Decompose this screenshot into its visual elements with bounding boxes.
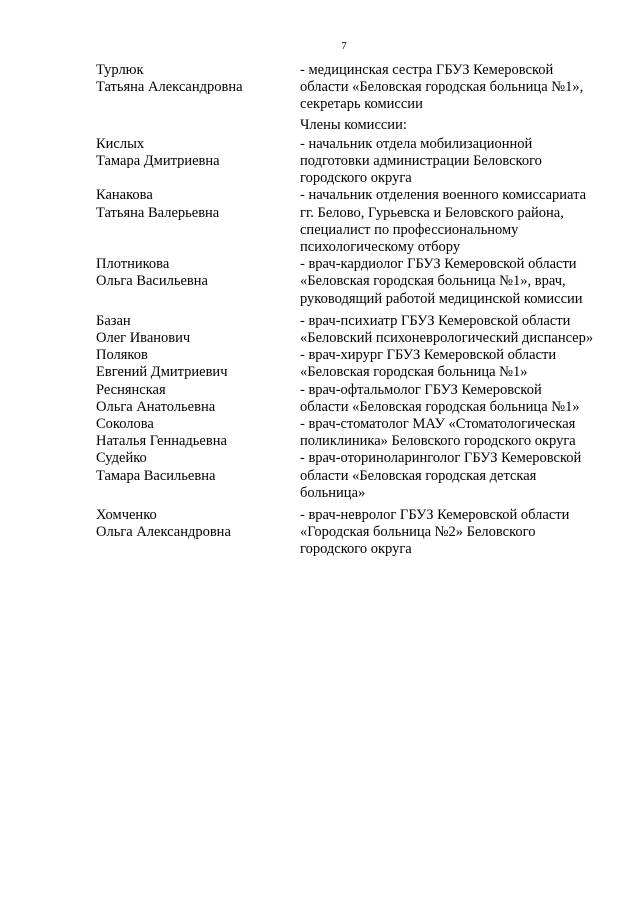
- member-position-line: «Беловская городская больница №1», врач,: [300, 273, 566, 290]
- secretary-name: [96, 62, 300, 114]
- member-position-line: больница»: [300, 484, 366, 501]
- member-position-line: «Городская больница №2» Беловского: [300, 524, 536, 541]
- member-position: [300, 382, 616, 416]
- secretary-given-names: Татьяна Александровна: [96, 79, 243, 96]
- member-position-line: психологическому отбору: [300, 239, 461, 256]
- member-position-line: - врач-оториноларинголог ГБУЗ Кемеровской: [300, 450, 582, 467]
- member-position-line: - врач-невролог ГБУЗ Кемеровской области: [300, 507, 570, 524]
- secretary-position: [300, 62, 616, 114]
- member-given-names: Татьяна Валерьевна: [96, 204, 220, 221]
- member-name: [96, 416, 300, 450]
- member-position-line: - врач-психиатр ГБУЗ Кемеровской области: [300, 312, 571, 329]
- member-position: [300, 507, 616, 559]
- member-position-line: городского округа: [300, 170, 412, 187]
- members-heading: Члены комиссии:: [300, 116, 407, 133]
- member-surname: Плотникова: [96, 256, 170, 273]
- member-position-line: области «Беловская городская детская: [300, 467, 537, 484]
- members-list: [96, 136, 616, 559]
- member-position-line: - врач-кардиолог ГБУЗ Кемеровской области: [300, 256, 577, 273]
- member-position-line: - врач-офтальмолог ГБУЗ Кемеровской: [300, 381, 542, 398]
- secretary-entry: [96, 62, 616, 114]
- secretary-position-line: секретарь комиссии: [300, 96, 423, 113]
- member-entry: [96, 416, 616, 450]
- member-position: [300, 416, 616, 450]
- member-surname: Поляков: [96, 347, 148, 364]
- member-position-line: - начальник отделения военного комиссариата: [300, 187, 587, 204]
- member-position: [300, 136, 616, 188]
- member-name: [96, 450, 300, 502]
- member-position: [300, 256, 616, 308]
- member-name: [96, 187, 300, 256]
- member-position-line: руководящий работой медицинской комиссии: [300, 290, 583, 307]
- member-entry: [96, 450, 616, 502]
- member-surname: Хомченко: [96, 507, 157, 524]
- member-surname: Канакова: [96, 187, 153, 204]
- secretary-position-line: - медицинская сестра ГБУЗ Кемеровской: [300, 62, 554, 78]
- member-surname: Кислых: [96, 135, 145, 152]
- member-given-names: Тамара Васильевна: [96, 467, 216, 484]
- member-surname: Соколова: [96, 416, 154, 433]
- page-number: 7: [341, 40, 347, 52]
- member-entry: [96, 187, 616, 256]
- member-position-line: - врач-хирург ГБУЗ Кемеровской области: [300, 347, 557, 364]
- member-given-names: Наталья Геннадьевна: [96, 433, 227, 450]
- member-position: [300, 313, 616, 347]
- member-position-line: городского округа: [300, 541, 412, 558]
- member-given-names: Ольга Анатольевна: [96, 398, 216, 415]
- member-entry: [96, 382, 616, 416]
- member-position: [300, 187, 616, 256]
- member-position-line: «Беловская городская больница №1»: [300, 364, 528, 381]
- member-position: [300, 347, 616, 381]
- member-surname: Базан: [96, 312, 131, 329]
- member-name: [96, 136, 300, 188]
- member-position-line: - начальник отдела мобилизационной: [300, 135, 533, 152]
- member-surname: Реснянская: [96, 381, 166, 398]
- member-position-line: - врач-стоматолог МАУ «Стоматологическая: [300, 416, 576, 433]
- member-position-line: области «Беловская городская больница №1»: [300, 398, 580, 415]
- member-position-line: подготовки администрации Беловского: [300, 153, 542, 170]
- member-entry: [96, 136, 616, 188]
- member-entry: [96, 313, 616, 347]
- member-name: [96, 507, 300, 559]
- member-given-names: Евгений Дмитриевич: [96, 364, 228, 381]
- member-position-line: «Беловский психоневрологический диспансер»: [300, 330, 594, 347]
- member-given-names: Ольга Васильевна: [96, 273, 208, 290]
- member-entry: [96, 256, 616, 308]
- member-position: [300, 450, 616, 502]
- member-position-line: специалист по профессиональному: [300, 221, 519, 238]
- member-entry: [96, 347, 616, 381]
- member-name: [96, 347, 300, 381]
- member-surname: Судейко: [96, 450, 147, 467]
- commission-list: [96, 62, 616, 559]
- member-position-line: гг. Белово, Гурьевска и Беловского района,: [300, 204, 564, 221]
- member-position-line: поликлиника» Беловского городского округа: [300, 433, 576, 450]
- member-name: [96, 382, 300, 416]
- member-name: [96, 313, 300, 347]
- member-given-names: Олег Иванович: [96, 330, 191, 347]
- member-given-names: Ольга Александровна: [96, 524, 231, 541]
- secretary-position-line: области «Беловская городская больница №1»,: [300, 79, 584, 96]
- member-entry: [96, 507, 616, 559]
- member-given-names: Тамара Дмитриевна: [96, 153, 220, 170]
- member-name: [96, 256, 300, 308]
- secretary-surname: Турлюк: [96, 62, 144, 78]
